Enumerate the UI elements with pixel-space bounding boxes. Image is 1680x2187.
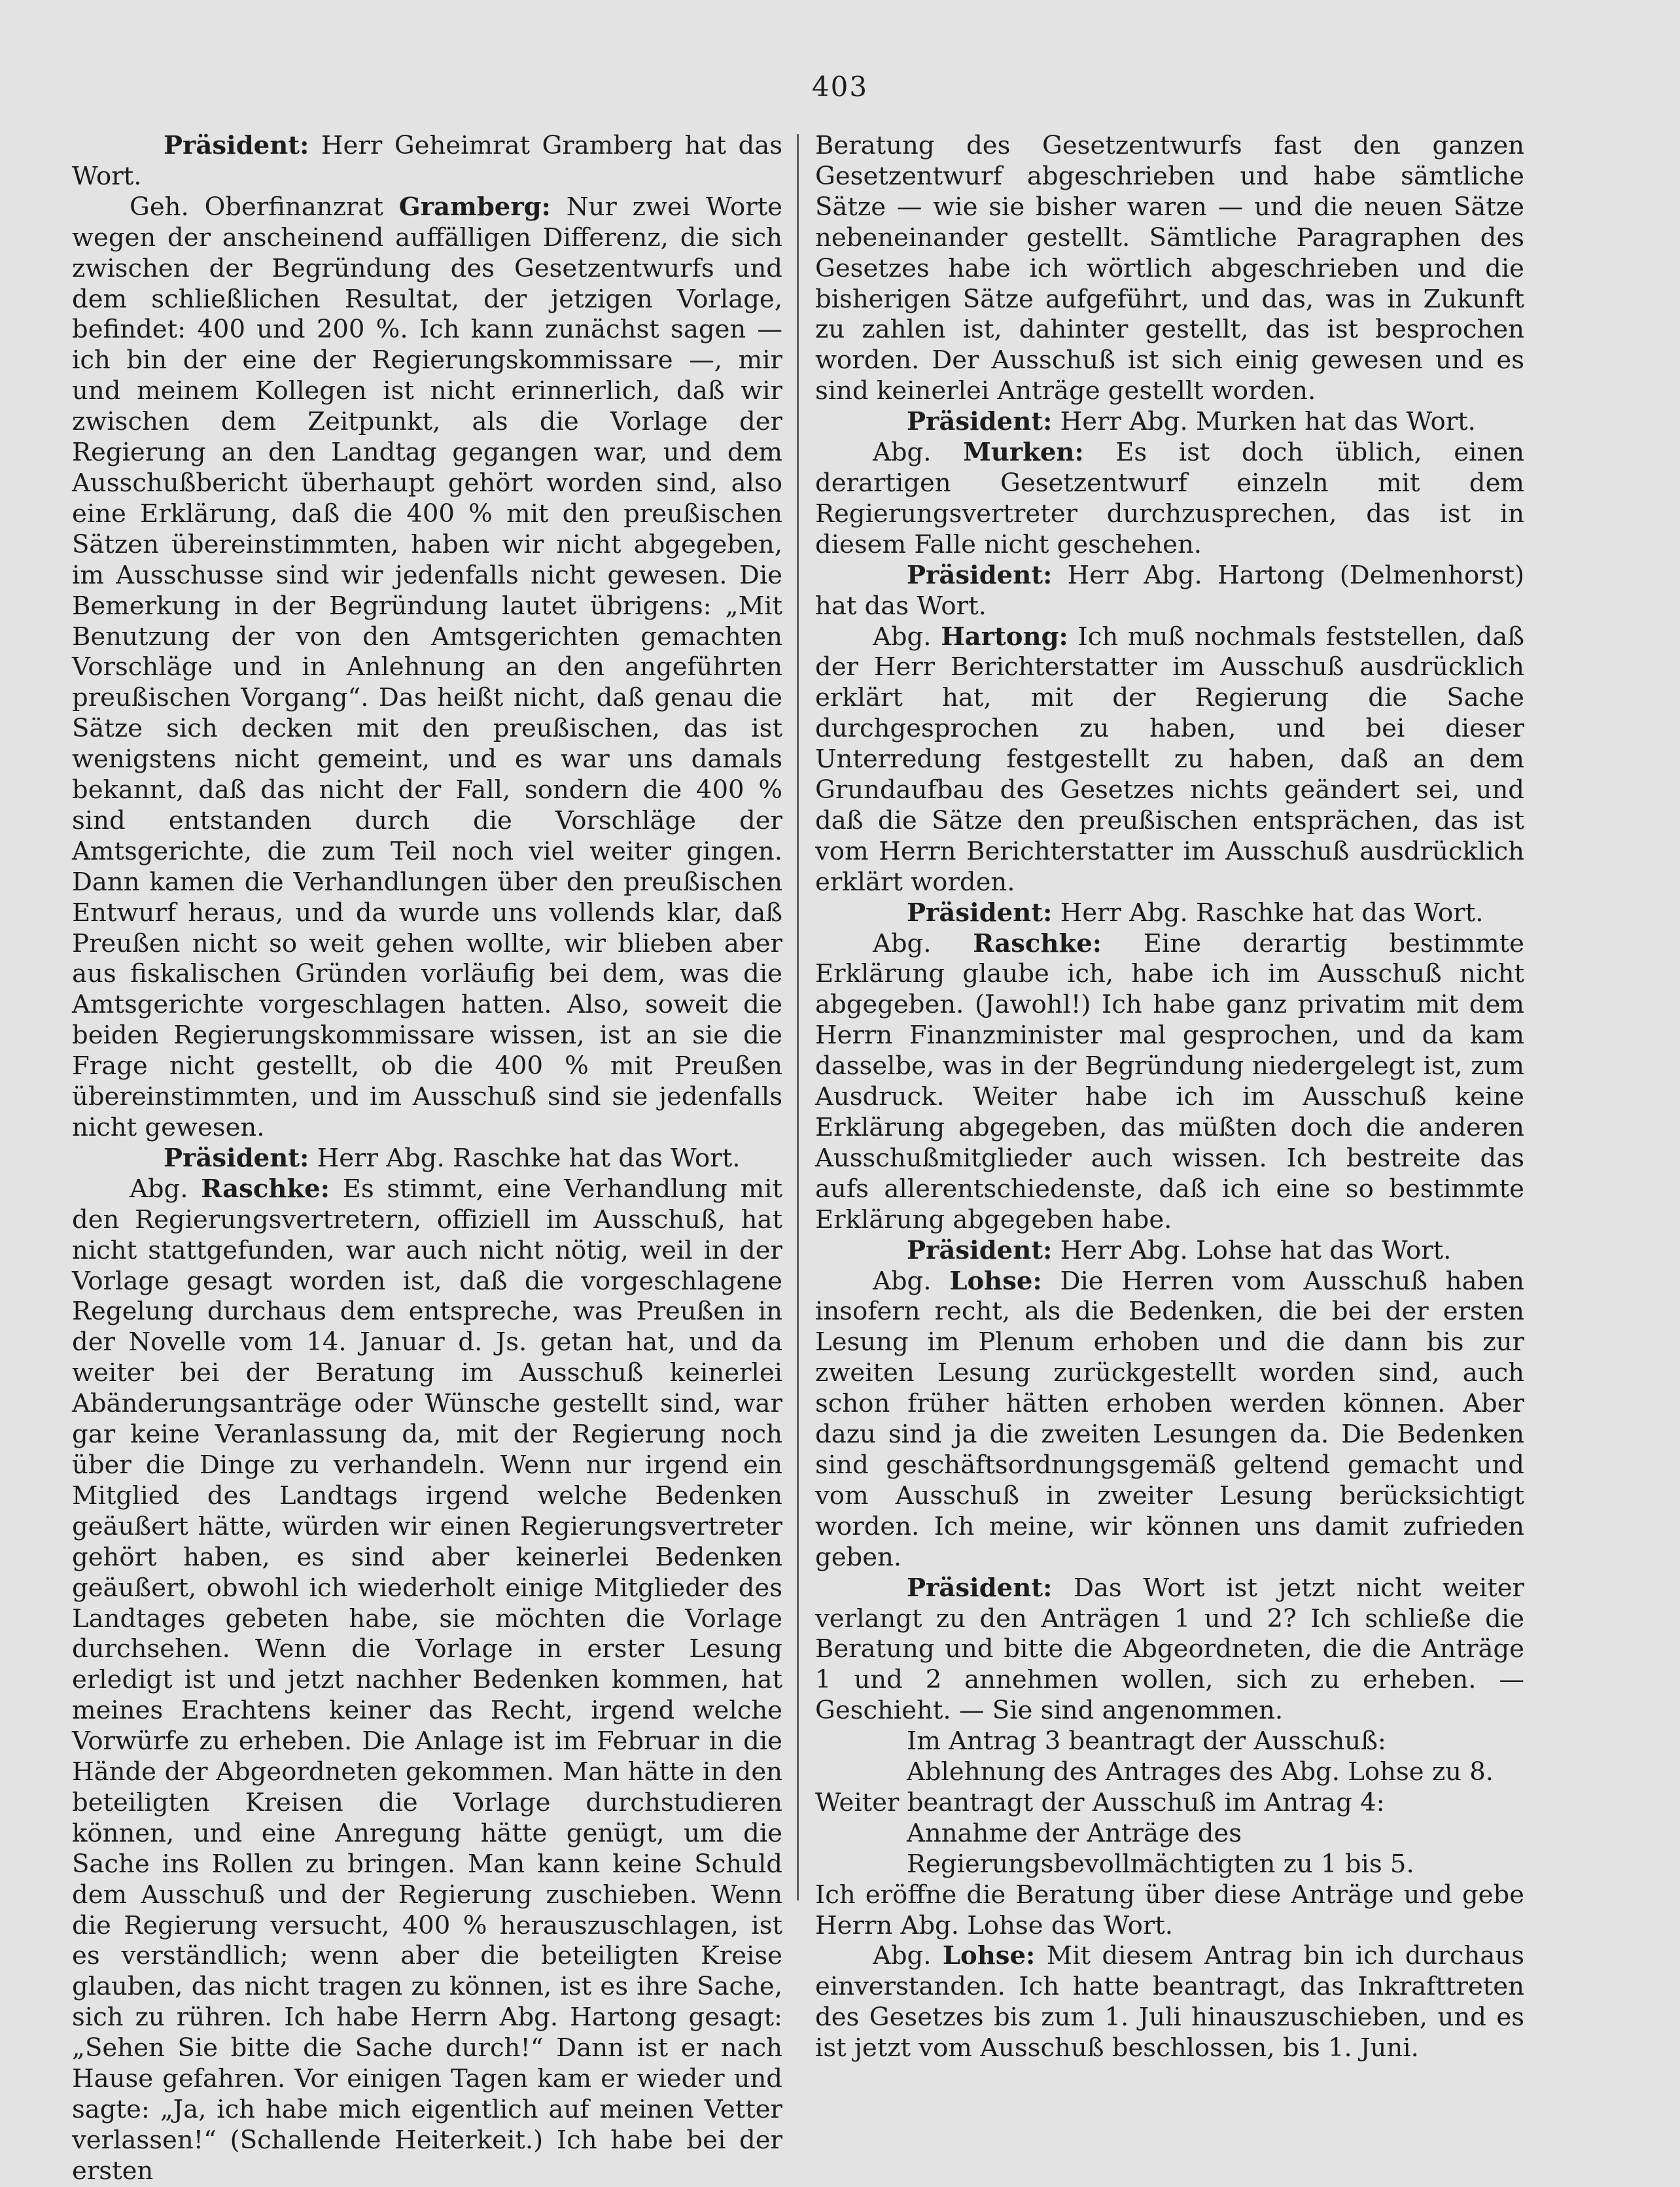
speaker-label: Präsident: — [164, 1143, 309, 1173]
paragraph — [815, 1880, 1524, 1942]
paragraph — [72, 1144, 782, 1174]
speaker-label: Lohse: — [949, 1266, 1042, 1296]
speaker-prefix: Abg. — [873, 1941, 932, 1971]
paragraph — [815, 898, 1524, 929]
paragraph — [815, 561, 1524, 622]
paragraph — [815, 1267, 1524, 1573]
speech-text: Es stimmt, eine Verhandlung mit den Regierungsvertretern, offiziell im Ausschuß, hat nicht stattgefunden, war auch nicht nötig, weil in der Vorlage gesagt worden ist, daß die vorgeschlagene Regelung durchaus dem entspreche, was Preußen in der Novelle vom 14. Januar d. Js. getan hat, und da weiter bei der Beratung im Ausschuß keinerlei Abänderungsanträge oder Wünsche gestellt sind, war gar keine Veranlassung da, mit der Regierung noch über die Dinge zu verhandeln. Wenn nur irgend ein Mitglied des Landtags irgend welche Bedenken geäußert hätte, würden wir einen Regierungsvertreter gehört haben, es sind aber keinerlei Bedenken geäußert, obwohl ich wiederholt einige Mitglieder des Landtages gebeten habe, sie möchten die Vorlage durchsehen. Wenn die Vorlage in erster Lesung erledigt ist und jetzt nachher Bedenken kommen, hat meines Erachtens keiner das Recht, irgend welche Vorwürfe zu erheben. Die Anlage ist im Februar in die Hände der Abgeordneten gekommen. Man hätte in den beteiligten Kreisen die Vorlage durchstudieren können, und eine Anregung hätte genügt, um die Sache ins Rollen zu bringen. Man kann keine Schuld dem Ausschuß und der Regierung zuschieben. Wenn die Regierung versucht, 400 % herauszuschlagen, ist es verständlich; wenn aber die beteiligten Kreise glauben, das nicht tragen zu können, ist es ihre Sache, sich zu rühren. Ich habe Herrn Abg. Hartong gesagt: „Sehen Sie bitte die Sache durch!“ Dann ist er nach Hause gefahren. Vor einigen Tagen kam er wieder und sagte: „Ja, ich habe mich eigentlich auf meinen Vetter verlassen!“ (Schallende Heiterkeit.) Ich habe bei der ersten — [72, 1174, 783, 2186]
paragraph — [815, 622, 1524, 898]
paragraph — [815, 438, 1524, 561]
speech-text: Herr Geheimrat Gramberg hat das Wort. — [72, 131, 782, 191]
speech-text: Nur zwei Worte wegen der anscheinend auffälligen Differenz, die sich zwischen der Begründung des Gesetzentwurfs und dem schließlichen Resultat, der jetzigen Vorlage, befindet: 400 und 200 %. Ich kann zunächst sagen — ich bin der eine der Regierungskommissare —, mir und meinem Kollegen ist nicht erinnerlich, daß wir zwischen dem Zeitpunkt, als die Vorlage der Regierung an den Landtag gegangen war, und dem Ausschußbericht überhaupt gehört worden sind, also eine Erklärung, daß die 400 % mit den preußischen Sätzen übereinstimmten, haben wir nicht abgegeben, im Ausschusse sind wir jedenfalls nicht gewesen. Die Bemerkung in der Begründung lautet übrigens: „Mit Benutzung der von den Amtsgerichten gemachten Vorschläge und in Anlehnung an den angeführten preußischen Vorgang“. Das heißt nicht, daß genau die Sätze sich decken mit den preußischen, das ist wenigstens nicht gemeint, und es war uns damals bekannt, daß das nicht der Fall, sondern die 400 % sind entstanden durch die Vorschläge der Amtsgerichte, die zum Teil noch viel weiter gingen. Dann kamen die Verhandlungen über den preußischen Entwurf heraus, und da wurde uns vollends klar, daß Preußen nicht so weit gehen wollte, wir blieben aber aus fiskalischen Gründen vorläufig bei dem, was die Amtsgerichte vorgeschlagen hatten. Also, soweit die beiden Regierungskommissare wissen, ist an sie die Frage nicht gestellt, ob die 400 % mit Preußen übereinstimmten, und im Ausschuß sind sie jedenfalls nicht gewesen. — [72, 192, 783, 1142]
speaker-label: Hartong: — [941, 621, 1068, 652]
speech-text: Herr Abg. Raschke hat das Wort. — [1060, 898, 1484, 928]
speaker-label: Raschke: — [973, 928, 1102, 958]
speech-text: Ich muß nochmals feststellen, daß der Herr Berichterstatter im Ausschuß ausdrücklich erklärt hat, mit der Regierung die Sache durchgesprochen zu haben, und bei dieser Unterredung festgestellt zu haben, daß an dem Grundaufbau des Gesetzes nichts geändert sei, und daß die Sätze den preußischen entsprächen, das ist vom Herrn Berichterstatter im Ausschuß ausdrücklich erklärt worden. — [815, 621, 1524, 897]
speech-text: Es ist doch üblich, einen derartigen Gesetzentwurf einzeln mit dem Regierungsvertreter durchzusprechen, das ist in diesem Falle nicht geschehen. — [815, 438, 1525, 559]
speech-text: Beratung des Gesetzentwurfs fast den ganzen Gesetzentwurf abgeschrieben und habe sämtliche Sätze — wie sie bisher waren — und die neuen Sätze nebeneinander gestellt. Sämtliche Paragraphen des Gesetzes habe ich wörtlich abgeschrieben und die bisherigen Sätze aufgeführt, und das, was in Zukunft zu zahlen ist, dahinter gestellt, das ist besprochen worden. Der Ausschuß ist sich einig gewesen und es sind keinerlei Anträge gestellt worden. — [815, 131, 1524, 406]
speaker-prefix: Abg. — [130, 1174, 188, 1204]
paragraph — [815, 1788, 1524, 1819]
speaker-label: Präsident: — [907, 407, 1053, 437]
speech-text: Ich eröffne die Beratung über diese Anträge und gebe Herrn Abg. Lohse das Wort. — [815, 1880, 1524, 1940]
speaker-prefix: Abg. — [873, 928, 932, 958]
paragraph — [815, 1573, 1524, 1727]
speech-text: Weiter beantragt der Ausschuß im Antrag 4: — [815, 1787, 1385, 1817]
paragraph — [815, 131, 1524, 407]
motion-text: Annahme der Anträge des Regierungsbevollmächtigten zu 1 bis 5. — [907, 1818, 1414, 1879]
speaker-prefix: Abg. — [873, 1266, 932, 1296]
paragraph — [72, 1174, 782, 2187]
speaker-label: Murken: — [963, 438, 1084, 468]
speech-text: Das Wort ist jetzt nicht weiter verlangt zu den Anträgen 1 und 2? Ich schließe die Beratung und bitte die Abgeordneten, die die Anträge 1 und 2 annehmen wollen, sich zu erheben. — Geschieht. — Sie sind angenommen. — [815, 1573, 1524, 1726]
speech-text: Die Herren vom Ausschuß haben insofern recht, als die Bedenken, die bei der ersten Lesung im Plenum erhoben und die dann bis zur zweiten Lesung zurückgestellt worden sind, auch schon früher hätten erhoben werden können. Aber dazu sind ja die zweiten Lesungen da. Die Bedenken sind geschäftsordnungsgemäß geltend gemacht und vom Ausschuß in zweiter Lesung berücksichtigt worden. Ich meine, wir können uns damit zufrieden geben. — [815, 1266, 1525, 1572]
motion-item — [815, 1757, 1524, 1788]
page-number: 403 — [811, 71, 869, 103]
speaker-label: Präsident: — [907, 898, 1053, 928]
speaker-label: Präsident: — [907, 1573, 1053, 1603]
paragraph — [815, 1941, 1524, 2064]
speech-text: Herr Abg. Raschke hat das Wort. — [317, 1143, 741, 1173]
paragraph — [815, 407, 1524, 438]
speech-text: Eine derartig bestimmte Erklärung glaube ich, habe ich im Ausschuß nicht abgegeben. (Jawohl!) Ich habe ganz privatim mit dem Herrn Finanzminister mal gesprochen, und da kam dasselbe, was in der Begründung niedergelegt ist, zum Ausdruck. Weiter habe ich im Ausschuß keine Erklärung abgegeben, das müßten doch die anderen Ausschußmitglieder auch wissen. Ich bestreite das aufs allerentschiedenste, daß ich eine so bestimmte Erklärung abgegeben habe. — [815, 928, 1525, 1234]
paragraph — [815, 1236, 1524, 1267]
speech-text: Herr Abg. Murken hat das Wort. — [1060, 407, 1476, 437]
speaker-prefix: Geh. Oberfinanzrat — [130, 192, 383, 222]
motion-item — [815, 1819, 1524, 1880]
speaker-label: Raschke: — [201, 1174, 330, 1204]
speech-text: Herr Abg. Lohse hat das Wort. — [1060, 1235, 1452, 1265]
motion-text: Ablehnung des Antrages des Abg. Lohse zu 8. — [907, 1757, 1494, 1787]
speaker-label: Gramberg: — [398, 192, 551, 222]
speech-text: Im Antrag 3 beantragt der Ausschuß: — [907, 1726, 1386, 1757]
speech-text: Mit diesem Antrag bin ich durchaus einverstanden. Ich hatte beantragt, das Inkrafttreten des Gesetzes bis zum 1. Juli hinauszuschieben, und es ist jetzt vom Ausschuß beschlossen, bis 1. Juni. — [815, 1941, 1525, 2063]
speaker-label: Lohse: — [942, 1941, 1036, 1971]
paragraph — [815, 1726, 1524, 1757]
right-column — [815, 131, 1524, 2064]
column-divider — [797, 134, 799, 1900]
speaker-label: Präsident: — [907, 560, 1053, 590]
paragraph — [72, 192, 782, 1144]
speaker-label: Präsident: — [164, 131, 309, 160]
paragraph — [815, 929, 1524, 1236]
paragraph — [72, 131, 782, 192]
speech-text: Herr Abg. Hartong (Delmenhorst) hat das Wort. — [815, 560, 1524, 621]
speaker-prefix: Abg. — [873, 438, 932, 468]
speaker-prefix: Abg. — [873, 621, 932, 652]
speaker-label: Präsident: — [907, 1235, 1053, 1265]
left-column — [72, 131, 782, 2187]
